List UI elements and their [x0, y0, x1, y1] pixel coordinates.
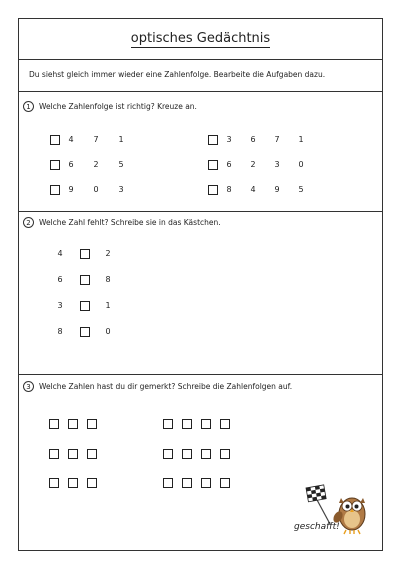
sequence-digit: 4: [68, 135, 74, 144]
answer-checkbox[interactable]: [208, 160, 218, 170]
write-box[interactable]: [49, 449, 59, 459]
sequence-digit: 2: [105, 249, 111, 258]
sequence-digit: 0: [105, 327, 111, 336]
missing-number-box[interactable]: [80, 275, 90, 285]
sequence-digit: 8: [105, 275, 111, 284]
missing-number-box[interactable]: [80, 301, 90, 311]
sequence-digit: 3: [57, 301, 63, 310]
task-2-instruction: Welche Zahl fehlt? Schreibe sie in das Kästchen.: [39, 218, 221, 227]
answer-checkbox[interactable]: [50, 160, 60, 170]
completion-label: geschafft!: [294, 522, 340, 532]
write-box[interactable]: [201, 419, 211, 429]
sequence-digit: 2: [93, 160, 99, 169]
sequence-digit: 7: [274, 135, 280, 144]
sequence-digit: 6: [226, 160, 232, 169]
write-box[interactable]: [182, 419, 192, 429]
sequence-digit: 3: [226, 135, 232, 144]
write-box[interactable]: [68, 478, 78, 488]
sequence-digit: 4: [250, 185, 256, 194]
sequence-digit: 8: [57, 327, 63, 336]
answer-checkbox[interactable]: [50, 135, 60, 145]
sequence-digit: 9: [68, 185, 74, 194]
write-box[interactable]: [87, 449, 97, 459]
task-2-heading: [23, 217, 221, 228]
worksheet: [18, 18, 383, 551]
divider: [19, 374, 382, 375]
sequence-digit: 1: [105, 301, 111, 310]
task-1-instruction: Welche Zahlenfolge ist richtig? Kreuze an.: [39, 102, 197, 111]
answer-checkbox[interactable]: [208, 185, 218, 195]
write-box[interactable]: [163, 419, 173, 429]
page-title: optisches Gedächtnis: [130, 31, 271, 46]
write-box[interactable]: [220, 478, 230, 488]
task-3-instruction: Welche Zahlen hast du dir gemerkt? Schreibe die Zahlenfolgen auf.: [39, 382, 293, 391]
sequence-digit: 1: [118, 135, 124, 144]
sequence-digit: 0: [93, 185, 99, 194]
divider: [19, 211, 382, 212]
write-box[interactable]: [201, 478, 211, 488]
write-box[interactable]: [182, 449, 192, 459]
sequence-digit: 5: [298, 185, 304, 194]
write-box[interactable]: [49, 419, 59, 429]
answer-checkbox[interactable]: [208, 135, 218, 145]
task-number-3: 3: [23, 381, 34, 392]
sequence-digit: 3: [274, 160, 280, 169]
write-box[interactable]: [182, 478, 192, 488]
sequence-digit: 7: [93, 135, 99, 144]
intro-text: Du siehst gleich immer wieder eine Zahlenfolge. Bearbeite die Aufgaben dazu.: [29, 70, 326, 79]
task-1-heading: [23, 101, 197, 112]
sequence-digit: 6: [57, 275, 63, 284]
sequence-digit: 4: [57, 249, 63, 258]
write-box[interactable]: [87, 478, 97, 488]
write-box[interactable]: [49, 478, 59, 488]
missing-number-box[interactable]: [80, 327, 90, 337]
task-number-1: 1: [23, 101, 34, 112]
sequence-digit: 5: [118, 160, 124, 169]
completion-badge: [294, 484, 368, 536]
task-number-2: 2: [23, 217, 34, 228]
task-3-heading: [23, 381, 292, 392]
sequence-digit: 2: [250, 160, 256, 169]
sequence-digit: 9: [274, 185, 280, 194]
write-box[interactable]: [201, 449, 211, 459]
write-box[interactable]: [220, 449, 230, 459]
write-box[interactable]: [163, 478, 173, 488]
write-box[interactable]: [220, 419, 230, 429]
answer-checkbox[interactable]: [50, 185, 60, 195]
missing-number-box[interactable]: [80, 249, 90, 259]
write-box[interactable]: [68, 449, 78, 459]
sequence-digit: 6: [68, 160, 74, 169]
sequence-digit: 3: [118, 185, 124, 194]
write-box[interactable]: [68, 419, 78, 429]
sequence-digit: 6: [250, 135, 256, 144]
divider: [19, 91, 382, 92]
sequence-digit: 8: [226, 185, 232, 194]
sequence-digit: 0: [298, 160, 304, 169]
write-box[interactable]: [87, 419, 97, 429]
divider: [19, 59, 382, 60]
write-box[interactable]: [163, 449, 173, 459]
sequence-digit: 1: [298, 135, 304, 144]
